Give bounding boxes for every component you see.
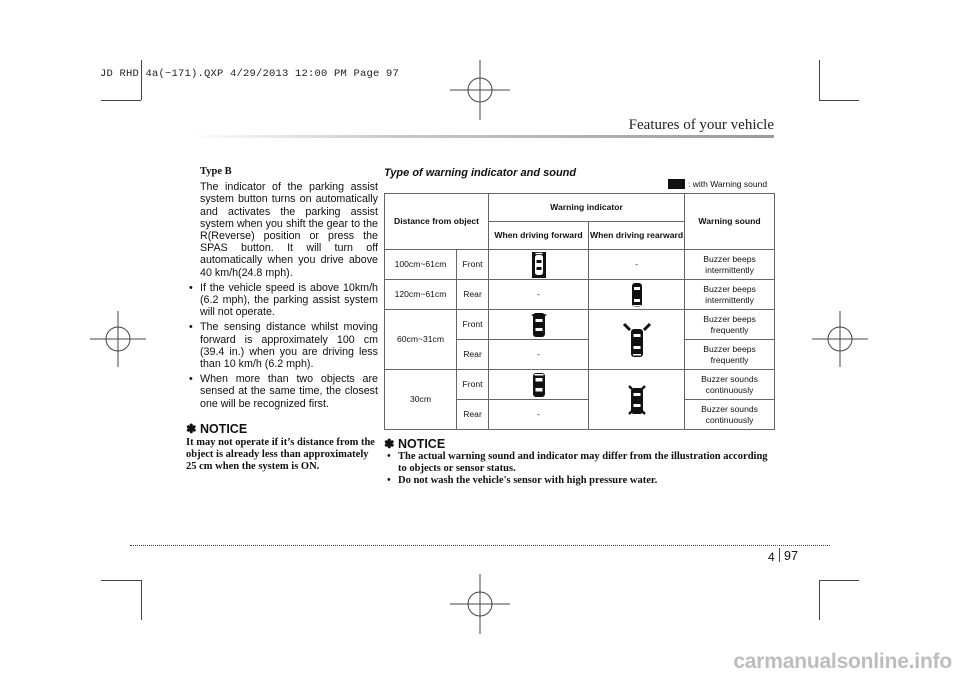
header-warning-sound: Warning sound: [685, 194, 775, 250]
notice-block-2: [384, 436, 776, 486]
header-forward: When driving forward: [489, 222, 589, 250]
page-chapter: 4: [768, 550, 775, 564]
warning-sound-legend-text: : with Warning sound: [688, 179, 768, 189]
section-header-title: Features of your vehicle: [628, 117, 774, 133]
direction-cell: Front: [457, 370, 489, 400]
page-number-separator: [779, 548, 780, 562]
distance-cell: 100cm~61cm: [385, 250, 457, 280]
left-column: [186, 166, 378, 473]
forward-indicator-cell: [489, 250, 589, 280]
sound-cell: Buzzer beeps intermittently: [685, 250, 775, 280]
notice-bullet: • The actual warning sound and indicator may differ from the illustration according to objects or sensor status.: [384, 451, 776, 475]
rearward-indicator-cell: -: [589, 250, 685, 280]
page-number: 97: [784, 549, 798, 563]
forward-indicator-cell: [489, 310, 589, 340]
sound-cell: Buzzer beeps frequently: [685, 310, 775, 340]
distance-cell: 30cm: [385, 370, 457, 430]
car-rear-sensor-icon: [631, 283, 643, 307]
footer-dotted-rule: [130, 545, 830, 546]
distance-cell: 60cm~31cm: [385, 310, 457, 370]
registration-mark-right: [812, 311, 868, 367]
table-title: Type of warning indicator and sound: [384, 167, 577, 179]
notice-text: It may not operate if it’s distance from the object is already less than approximately 25 cm when the system is ON.: [186, 437, 375, 473]
sound-cell: Buzzer sounds continuously: [685, 400, 775, 430]
direction-cell: Front: [457, 310, 489, 340]
sound-cell: Buzzer beeps frequently: [685, 340, 775, 370]
forward-indicator-cell: -: [489, 340, 589, 370]
notice-bullet: • Do not wash the vehicle's sensor with high pressure water.: [384, 475, 776, 487]
left-bullet: • The sensing distance whilst moving forward is approximately 100 cm (39.4 in.) when you are driving less than 10 km/h (6.2 mph).: [186, 321, 378, 370]
direction-cell: Rear: [457, 340, 489, 370]
direction-cell: Rear: [457, 400, 489, 430]
header-rearward: When driving rearward: [589, 222, 685, 250]
car-front-full-sensor-icon: [532, 373, 546, 397]
header-rule: [186, 135, 774, 138]
distance-cell: 120cm~61cm: [385, 280, 457, 310]
car-rear-corner-sensor-icon: [622, 322, 652, 358]
forward-indicator-cell: -: [489, 280, 589, 310]
type-b-paragraph: The indicator of the parking assist system button turns on automatically and activates the parking assist system when you shift the gear to the R(Reverse) position or press the SPAS button. It will turn off automatically when you drive above 40 km/h(24.8 mph).: [200, 181, 378, 279]
left-bullet: • When more than two objects are sensed at the same time, the closest one will be recognized first.: [186, 373, 378, 410]
forward-indicator-cell: [489, 370, 589, 400]
warning-sound-legend-swatch: [668, 179, 685, 189]
header-warning-indicator: Warning indicator: [489, 194, 685, 222]
print-slug: JD RHD 4a(~171).QXP 4/29/2013 12:00 PM Page 97: [100, 68, 400, 80]
registration-mark-bottom: [450, 574, 510, 634]
registration-mark-left: [90, 311, 146, 367]
registration-mark-top: [450, 60, 510, 120]
car-front-sensor-icon: [532, 252, 546, 278]
notice-heading-2: ✽ NOTICE: [384, 437, 446, 451]
warning-indicator-table: [384, 193, 775, 430]
type-b-subtitle: Type B: [200, 166, 232, 177]
direction-cell: Rear: [457, 280, 489, 310]
rearward-indicator-cell: [589, 310, 685, 370]
left-bullet: • If the vehicle speed is above 10km/h (6.2 mph), the parking assist system will not operate.: [186, 282, 378, 319]
forward-indicator-cell: -: [489, 400, 589, 430]
notice-heading: ✽ NOTICE: [186, 421, 248, 436]
rearward-indicator-cell: [589, 280, 685, 310]
sound-cell: Buzzer sounds continuously: [685, 370, 775, 400]
car-front-corner-sensor-icon: [531, 313, 547, 337]
sound-cell: Buzzer beeps intermittently: [685, 280, 775, 310]
watermark: carmanualsonline.info: [733, 650, 952, 673]
rearward-indicator-cell: [589, 370, 685, 430]
direction-cell: Front: [457, 250, 489, 280]
header-distance: Distance from object: [385, 194, 489, 250]
car-rear-full-sensor-icon: [628, 385, 646, 415]
